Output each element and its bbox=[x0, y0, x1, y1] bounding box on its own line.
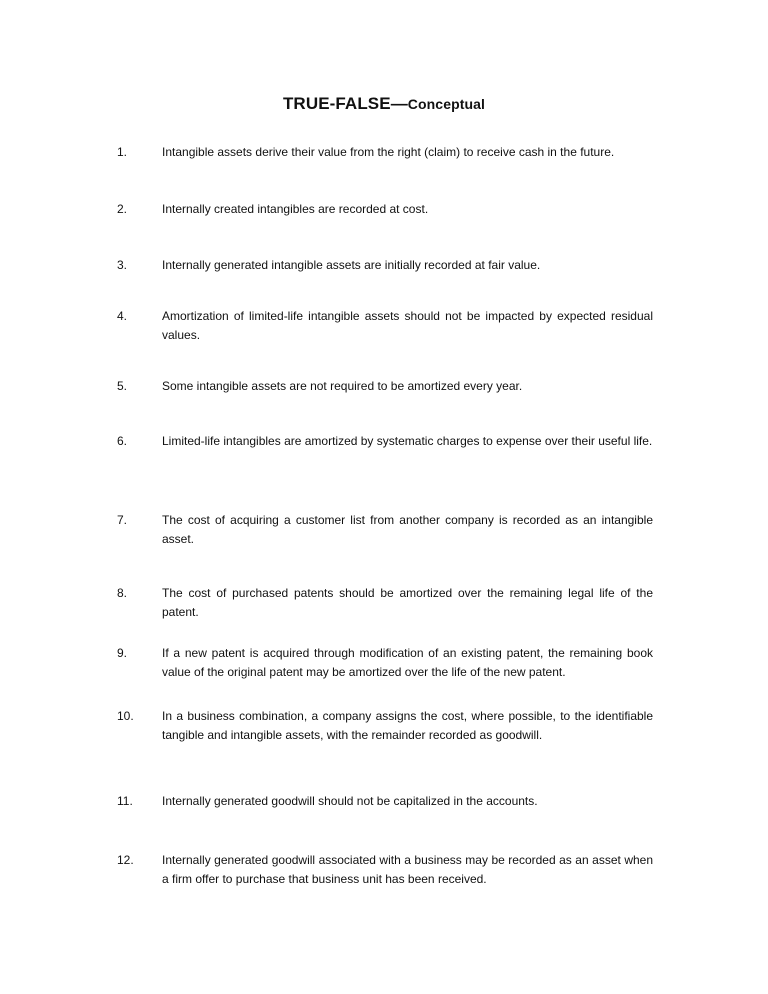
question-number: 10. bbox=[117, 709, 134, 723]
question-number: 3. bbox=[117, 258, 128, 272]
question-number: 1. bbox=[117, 145, 128, 159]
question-number: 4. bbox=[117, 309, 128, 323]
question-text: Intangible assets derive their value from the right (claim) to receive cash in the future. bbox=[162, 145, 615, 159]
question-number: 5. bbox=[117, 379, 128, 393]
question-text: Limited-life intangibles are amortized by systematic charges to expense over their useful life. bbox=[162, 434, 653, 448]
question-text: Internally generated goodwill associated with a business may be recorded as an asset when a firm offer to purchase that business unit has been received. bbox=[162, 853, 653, 886]
question-number: 12. bbox=[117, 853, 134, 867]
question-text: The cost of acquiring a customer list from another company is recorded as an intangible asset. bbox=[162, 513, 653, 546]
question-text: The cost of purchased patents should be amortized over the remaining legal life of the patent. bbox=[162, 586, 653, 619]
title-main: TRUE-FALSE bbox=[282, 94, 391, 113]
question-text: In a business combination, a company assigns the cost, where possible, to the identifiable tangible and intangible assets, with the remainder recorded as goodwill. bbox=[162, 709, 653, 742]
page-title bbox=[0, 94, 768, 114]
question-text: Some intangible assets are not required to be amortized every year. bbox=[162, 379, 523, 393]
question-text: If a new patent is acquired through modification of an existing patent, the remaining book value of the original patent may be amortized over the life of the new patent. bbox=[162, 646, 653, 679]
question-text: Internally generated goodwill should not be capitalized in the accounts. bbox=[162, 794, 538, 808]
question-number: 8. bbox=[117, 586, 128, 600]
title-sub: Conceptual bbox=[407, 96, 486, 112]
question-number: 9. bbox=[117, 646, 128, 660]
question-text: Internally generated intangible assets are initially recorded at fair value. bbox=[162, 258, 541, 272]
question-number: 2. bbox=[117, 202, 128, 216]
title-dash: — bbox=[390, 94, 408, 113]
question-text: Internally created intangibles are recorded at cost. bbox=[162, 202, 429, 216]
question-number: 11. bbox=[117, 794, 133, 808]
question-number: 7. bbox=[117, 513, 128, 527]
question-text: Amortization of limited-life intangible assets should not be impacted by expected residual values. bbox=[162, 309, 653, 342]
question-number: 6. bbox=[117, 434, 128, 448]
